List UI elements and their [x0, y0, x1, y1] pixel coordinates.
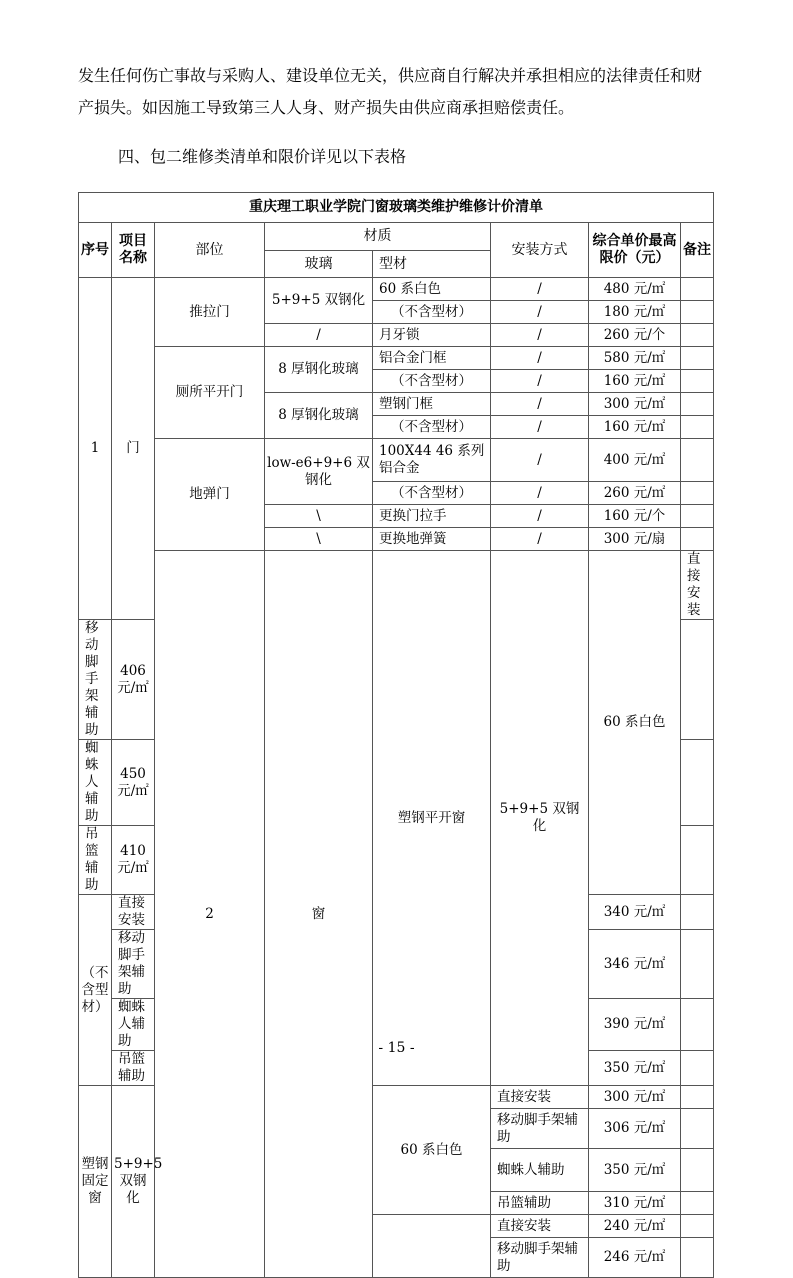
price-cell: 260 元/㎡	[589, 482, 681, 505]
price-cell: 160 元/㎡	[589, 370, 681, 393]
table-cell: 100X44 46 系列铝合金	[373, 439, 491, 482]
table-cell: 更换门拉手	[373, 505, 491, 528]
remark-cell	[681, 278, 714, 301]
install-cell: 移动脚手架辅助	[491, 1238, 589, 1278]
table-cell: \	[265, 505, 373, 528]
remark-cell	[681, 1192, 714, 1215]
install-cell: 吊篮辅助	[491, 1192, 589, 1215]
price-cell: 300 元/扇	[589, 528, 681, 551]
table-cell: /	[491, 347, 589, 370]
remark-cell	[681, 505, 714, 528]
intro-line-1: 发生任何伤亡事故与采购人、建设单位无关，供应商自行解决并承担相应的法律责任和财	[78, 66, 703, 85]
remark-cell	[681, 301, 714, 324]
casement-profile-b: （不含型材）	[79, 895, 112, 1086]
table-cell: （不含型材）	[373, 416, 491, 439]
price-cell: 410 元/㎡	[112, 826, 155, 895]
table-title: 重庆理工职业学院门窗玻璃类维护维修计价清单	[79, 193, 714, 223]
remark-cell	[681, 416, 714, 439]
table-cell: /	[491, 324, 589, 347]
door-name: 门	[112, 278, 155, 620]
fixed-window-part: 塑钢固定窗	[79, 1086, 112, 1278]
install-cell: 移动脚手架辅助	[79, 620, 112, 740]
fixed-profile-a: 60 系白色	[373, 1086, 491, 1215]
install-cell: 吊篮辅助	[79, 826, 112, 895]
table-cell: /	[265, 324, 373, 347]
window-name: 窗	[265, 551, 373, 1278]
push-door-glass: 5+9+5 双钢化	[265, 278, 373, 324]
header-glass: 玻璃	[265, 251, 373, 278]
install-cell: 直接安装	[112, 895, 155, 930]
install-cell: 移动脚手架辅助	[112, 930, 155, 999]
install-cell: 直接安装	[491, 1086, 589, 1109]
install-cell: 移动脚手架辅助	[491, 1109, 589, 1149]
fixed-profile-b	[373, 1215, 491, 1278]
remark-cell	[681, 1086, 714, 1109]
price-cell: 260 元/个	[589, 324, 681, 347]
table-cell: 塑钢门框	[373, 393, 491, 416]
price-cell: 240 元/㎡	[589, 1215, 681, 1238]
remark-cell	[681, 895, 714, 930]
header-no: 序号	[79, 223, 112, 278]
remark-cell	[681, 930, 714, 999]
install-cell: 吊篮辅助	[112, 1051, 155, 1086]
install-cell: 直接安装	[681, 551, 714, 620]
page-number: - 15 -	[378, 1040, 415, 1056]
table-cell: /	[491, 370, 589, 393]
header-item: 项目名称	[112, 223, 155, 278]
price-cell: 160 元/㎡	[589, 416, 681, 439]
price-table	[78, 192, 714, 1278]
casement-window-part: 塑钢平开窗	[373, 551, 491, 1086]
table-cell: （不含型材）	[373, 301, 491, 324]
remark-cell	[681, 1238, 714, 1278]
remark-cell	[681, 347, 714, 370]
price-cell: 300 元/㎡	[589, 1086, 681, 1109]
price-cell: 580 元/㎡	[589, 347, 681, 370]
price-cell: 340 元/㎡	[589, 895, 681, 930]
remark-cell	[681, 439, 714, 482]
header-remark: 备注	[681, 223, 714, 278]
price-cell: 246 元/㎡	[589, 1238, 681, 1278]
install-cell: 直接安装	[491, 1215, 589, 1238]
remark-cell	[681, 740, 714, 826]
price-cell: 350 元/㎡	[589, 1149, 681, 1192]
header-part: 部位	[155, 223, 265, 278]
table-cell: /	[491, 482, 589, 505]
toilet-door-part: 厕所平开门	[155, 347, 265, 439]
price-cell: 350 元/㎡	[589, 1051, 681, 1086]
remark-cell	[681, 370, 714, 393]
casement-window-glass: 5+9+5 双钢化	[491, 551, 589, 1086]
remark-cell	[681, 482, 714, 505]
table-cell: \	[265, 528, 373, 551]
price-cell: 406 元/㎡	[112, 620, 155, 740]
price-cell: 310 元/㎡	[589, 1192, 681, 1215]
header-install: 安装方式	[491, 223, 589, 278]
header-material: 材质	[265, 223, 491, 251]
table-cell: /	[491, 505, 589, 528]
remark-cell	[681, 1149, 714, 1192]
table-cell: /	[491, 416, 589, 439]
window-no: 2	[155, 551, 265, 1278]
table-cell: 铝合金门框	[373, 347, 491, 370]
remark-cell	[681, 324, 714, 347]
section-heading: 四、包二维修类清单和限价详见以下表格	[118, 147, 407, 166]
table-cell: /	[491, 301, 589, 324]
fixed-window-glass: 5+9+5 双钢化	[112, 1086, 155, 1278]
table-cell: /	[491, 278, 589, 301]
install-cell: 蜘蛛人辅助	[491, 1149, 589, 1192]
price-cell: 400 元/㎡	[589, 439, 681, 482]
table-cell: 更换地弹簧	[373, 528, 491, 551]
spring-door-glass: low-e6+9+6 双钢化	[265, 439, 373, 505]
intro-line-2: 产损失。如因施工导致第三人人身、财产损失由供应商承担赔偿责任。	[78, 98, 575, 117]
price-cell: 160 元/个	[589, 505, 681, 528]
remark-cell	[681, 1215, 714, 1238]
remark-cell	[681, 826, 714, 895]
price-cell: 390 元/㎡	[589, 999, 681, 1051]
table-cell: 60 系白色	[373, 278, 491, 301]
spring-door-part: 地弹门	[155, 439, 265, 551]
install-cell: 蜘蛛人辅助	[79, 740, 112, 826]
table-cell: /	[491, 393, 589, 416]
door-no: 1	[79, 278, 112, 620]
header-price: 综合单价最高限价（元）	[589, 223, 681, 278]
price-cell: 306 元/㎡	[589, 1109, 681, 1149]
push-door-part: 推拉门	[155, 278, 265, 347]
table-cell: 月牙锁	[373, 324, 491, 347]
remark-cell	[681, 528, 714, 551]
price-cell: 480 元/㎡	[589, 278, 681, 301]
casement-profile-a: 60 系白色	[589, 551, 681, 895]
price-cell: 300 元/㎡	[589, 393, 681, 416]
table-cell: /	[491, 528, 589, 551]
install-cell: 蜘蛛人辅助	[112, 999, 155, 1051]
toilet-door-glass-a: 8 厚钢化玻璃	[265, 347, 373, 393]
remark-cell	[681, 620, 714, 740]
intro-paragraph	[78, 60, 718, 124]
remark-cell	[681, 393, 714, 416]
table-cell: （不含型材）	[373, 370, 491, 393]
header-profile: 型材	[373, 251, 491, 278]
table-cell: /	[491, 439, 589, 482]
price-cell: 346 元/㎡	[589, 930, 681, 999]
price-cell: 450 元/㎡	[112, 740, 155, 826]
toilet-door-glass-b: 8 厚钢化玻璃	[265, 393, 373, 439]
remark-cell	[681, 1109, 714, 1149]
price-cell: 180 元/㎡	[589, 301, 681, 324]
table-cell: （不含型材）	[373, 482, 491, 505]
